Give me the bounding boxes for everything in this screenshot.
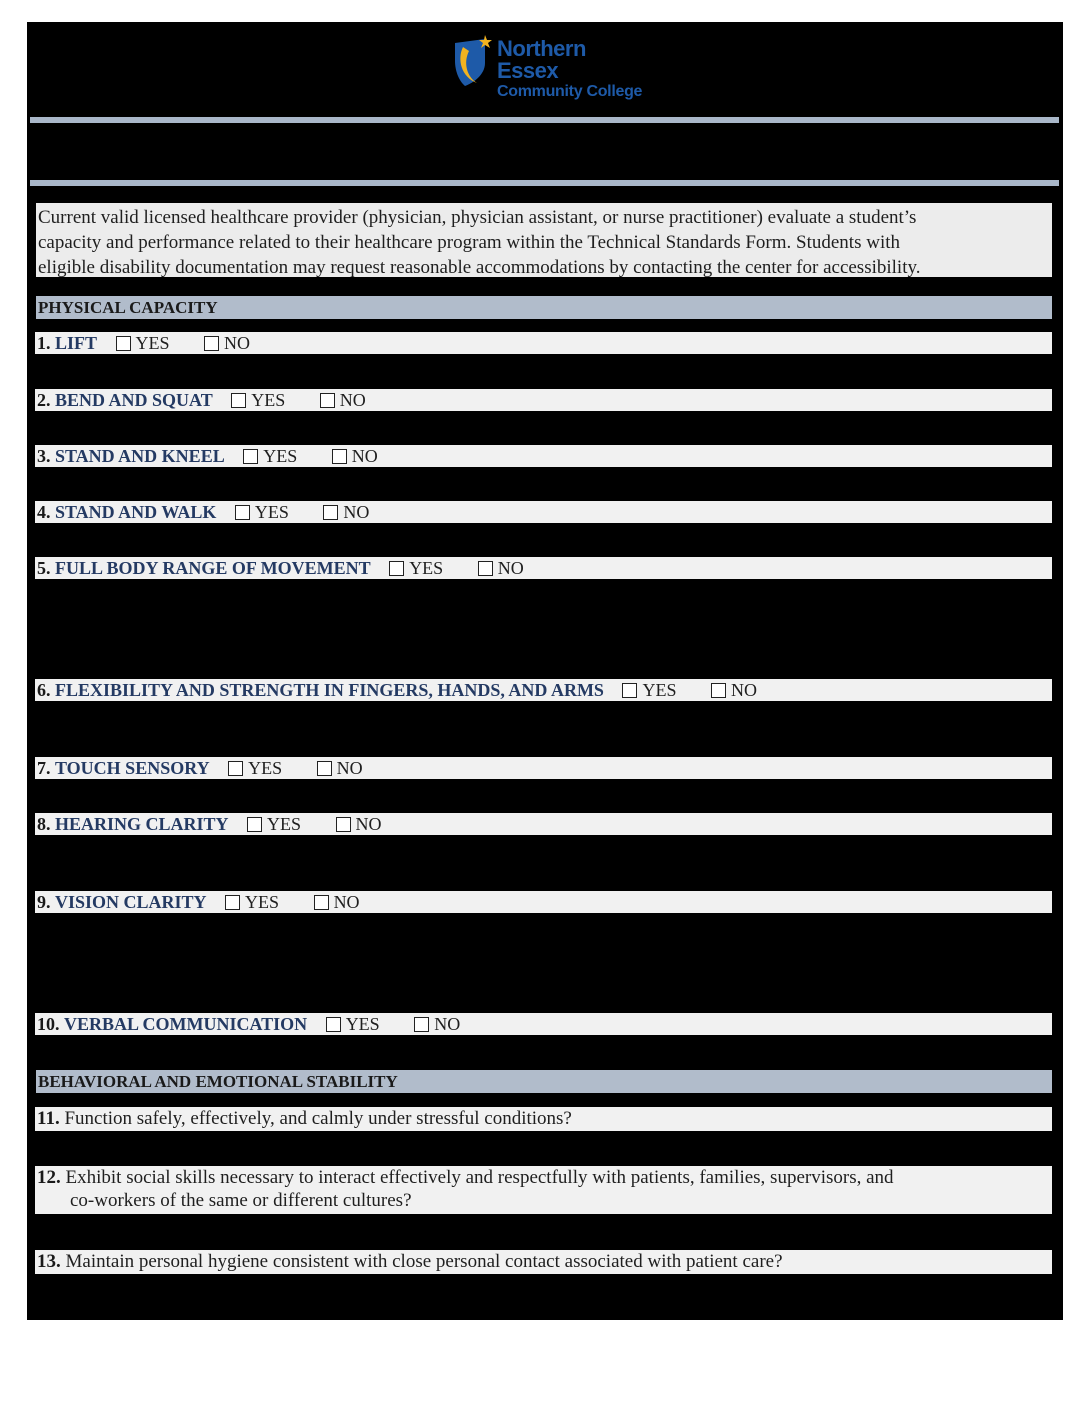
intro-line: capacity and performance related to their healthcare program within the Technical Standards Form. Students with [38, 232, 900, 253]
yes-checkbox[interactable] [225, 895, 240, 910]
item-row-flexibility-strength [35, 679, 1052, 701]
question-row-13 [35, 1250, 1052, 1274]
yes-option[interactable] [247, 813, 301, 835]
no-checkbox[interactable] [478, 561, 493, 576]
item-row-full-body-range [35, 557, 1052, 579]
item-row-stand-kneel [35, 445, 1052, 467]
item-row-lift [35, 332, 1052, 354]
item-number: 1. [37, 333, 51, 353]
no-checkbox[interactable] [317, 761, 332, 776]
no-label: NO [336, 758, 363, 778]
no-label: NO [224, 333, 251, 353]
logo-text [497, 38, 651, 100]
question-text: Maintain personal hygiene consistent with close personal contact associated with patient care? [65, 1251, 783, 1272]
question-number: 13. [37, 1251, 61, 1272]
yes-option[interactable] [622, 679, 676, 701]
yes-checkbox[interactable] [116, 336, 131, 351]
no-label: NO [730, 680, 757, 700]
yes-label: YES [267, 814, 302, 834]
no-label: NO [434, 1014, 461, 1034]
item-label: FLEXIBILITY AND STRENGTH IN FINGERS, HANDS, AND ARMS [55, 680, 604, 700]
yes-option[interactable] [228, 757, 282, 779]
item-row-hearing-clarity [35, 813, 1052, 835]
yes-label: YES [345, 1014, 380, 1034]
shield-logo-icon [451, 33, 495, 89]
section-header-physical: PHYSICAL CAPACITY [36, 296, 1052, 319]
yes-label: YES [254, 502, 289, 522]
no-checkbox[interactable] [414, 1017, 429, 1032]
intro-line: Current valid licensed healthcare provider (physician, physician assistant, or nurse practitioner) evaluate a student’s [38, 207, 917, 228]
item-row-stand-walk [35, 501, 1052, 523]
yes-checkbox[interactable] [235, 505, 250, 520]
section-header-behavioral: BEHAVIORAL AND EMOTIONAL STABILITY [36, 1070, 1052, 1093]
yes-option[interactable] [326, 1013, 380, 1035]
yes-checkbox[interactable] [228, 761, 243, 776]
item-number: 2. [37, 390, 51, 410]
question-text: Function safely, effectively, and calmly under stressful conditions? [64, 1108, 572, 1129]
yes-checkbox[interactable] [622, 683, 637, 698]
intro-line: eligible disability documentation may request reasonable accommodations by contacting the center for accessibility. [38, 257, 921, 278]
logo-line2: Community College [497, 83, 643, 100]
no-option[interactable] [332, 445, 378, 467]
yes-checkbox[interactable] [389, 561, 404, 576]
no-label: NO [333, 892, 360, 912]
yes-option[interactable] [225, 891, 279, 913]
question-text-continued: co-workers of the same or different cultures? [70, 1190, 412, 1211]
no-checkbox[interactable] [323, 505, 338, 520]
yes-checkbox[interactable] [326, 1017, 341, 1032]
bottom-divider [30, 180, 1059, 186]
item-number: 7. [37, 758, 51, 778]
question-number: 12. [37, 1167, 61, 1188]
question-number: 11. [37, 1108, 60, 1129]
item-number: 3. [37, 446, 51, 466]
no-label: NO [355, 814, 382, 834]
no-option[interactable] [323, 501, 369, 523]
yes-option[interactable] [231, 389, 285, 411]
question-row-12 [35, 1166, 1052, 1214]
yes-option[interactable] [389, 557, 443, 579]
no-option[interactable] [320, 389, 366, 411]
no-option[interactable] [336, 813, 382, 835]
yes-label: YES [248, 758, 283, 778]
no-checkbox[interactable] [204, 336, 219, 351]
top-divider [30, 117, 1059, 123]
no-option[interactable] [478, 557, 524, 579]
item-number: 9. [37, 892, 51, 912]
no-option[interactable] [204, 332, 250, 354]
yes-checkbox[interactable] [231, 393, 246, 408]
yes-label: YES [263, 446, 298, 466]
item-row-bend-squat [35, 389, 1052, 411]
no-checkbox[interactable] [336, 817, 351, 832]
item-label: STAND AND KNEEL [55, 446, 225, 466]
item-label: STAND AND WALK [55, 502, 217, 522]
logo-line1: Northern Essex [497, 36, 586, 83]
item-label: TOUCH SENSORY [55, 758, 210, 778]
item-row-vision-clarity [35, 891, 1052, 913]
no-label: NO [351, 446, 378, 466]
no-checkbox[interactable] [711, 683, 726, 698]
yes-checkbox[interactable] [247, 817, 262, 832]
item-label: FULL BODY RANGE OF MOVEMENT [55, 558, 371, 578]
no-option[interactable] [414, 1013, 460, 1035]
item-number: 4. [37, 502, 51, 522]
yes-option[interactable] [243, 445, 297, 467]
yes-label: YES [251, 390, 286, 410]
intro-text [36, 203, 1052, 277]
no-option[interactable] [711, 679, 757, 701]
yes-checkbox[interactable] [243, 449, 258, 464]
no-label: NO [339, 390, 366, 410]
no-checkbox[interactable] [314, 895, 329, 910]
item-number: 8. [37, 814, 51, 834]
yes-label: YES [642, 680, 677, 700]
yes-label: YES [409, 558, 444, 578]
item-row-touch-sensory [35, 757, 1052, 779]
item-number: 10. [37, 1014, 60, 1034]
no-label: NO [343, 502, 370, 522]
no-option[interactable] [314, 891, 360, 913]
item-label: LIFT [55, 333, 98, 353]
item-number: 6. [37, 680, 51, 700]
item-label: VISION CLARITY [55, 892, 207, 912]
yes-label: YES [135, 333, 170, 353]
item-label: BEND AND SQUAT [55, 390, 213, 410]
yes-option[interactable] [116, 332, 170, 354]
no-option[interactable] [317, 757, 363, 779]
item-label: VERBAL COMMUNICATION [64, 1014, 308, 1034]
no-checkbox[interactable] [320, 393, 335, 408]
question-text: Exhibit social skills necessary to interact effectively and respectfully with patients, families, supervisors, and [65, 1167, 894, 1188]
question-row-11 [35, 1107, 1052, 1131]
item-row-verbal-communication [35, 1013, 1052, 1035]
no-checkbox[interactable] [332, 449, 347, 464]
college-logo [451, 31, 651, 100]
yes-label: YES [245, 892, 280, 912]
no-label: NO [497, 558, 524, 578]
item-number: 5. [37, 558, 51, 578]
yes-option[interactable] [235, 501, 289, 523]
item-label: HEARING CLARITY [55, 814, 229, 834]
